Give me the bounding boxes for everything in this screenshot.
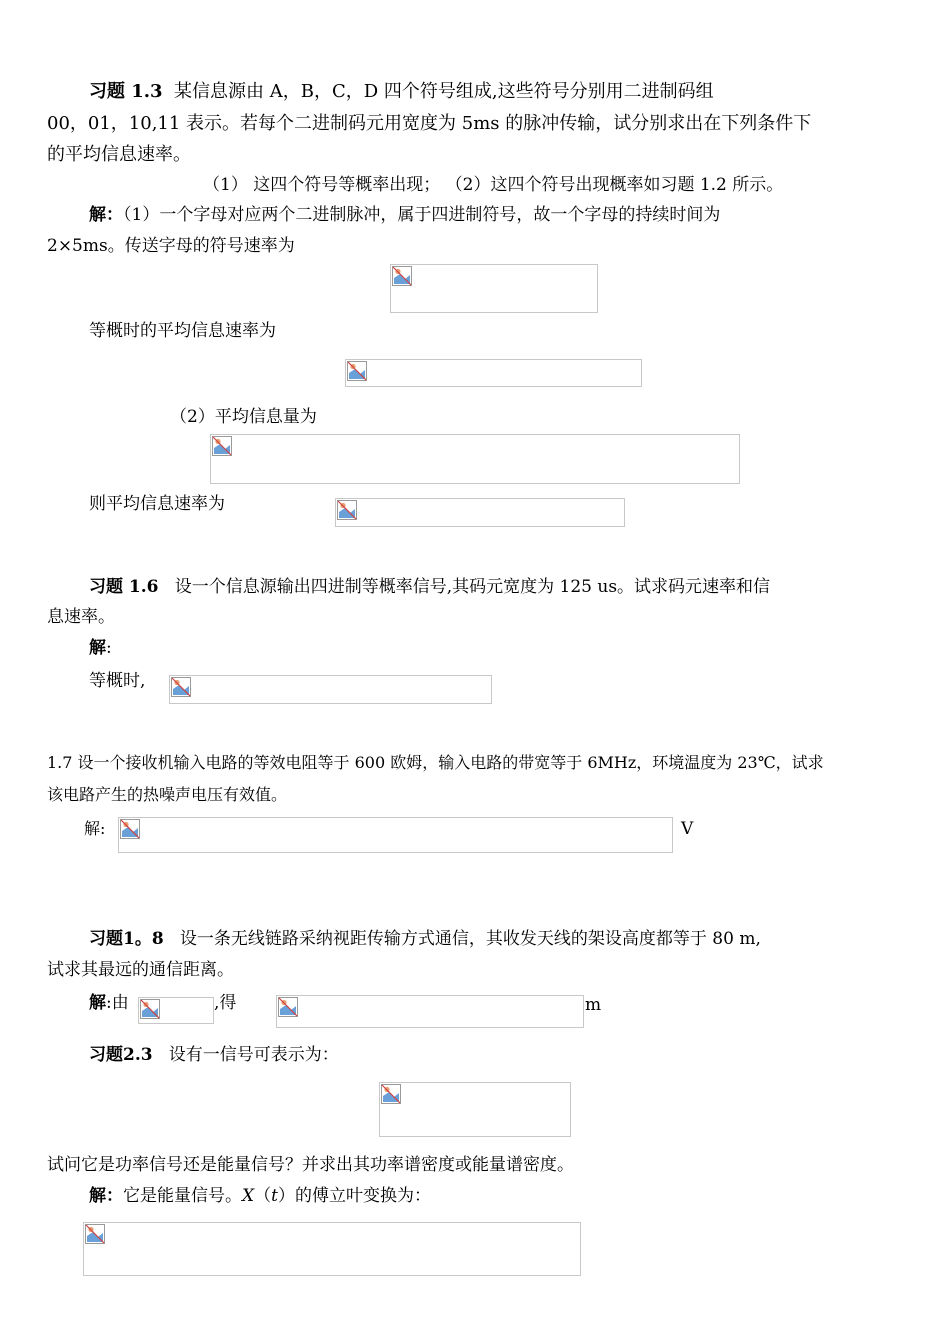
solution-label: 解: [89, 638, 106, 658]
solution-label: 解: [89, 993, 106, 1013]
get-text: ,得: [214, 993, 237, 1013]
solution-2-3-line1: [89, 1185, 431, 1207]
problem-text: 某信息源由 A，B，C，D 四个符号组成,这些符号分别用二进制码组: [174, 81, 714, 102]
problem-1-3-line3: 的平均信息速率。: [47, 144, 191, 165]
solution-text: （1）一个字母对应两个二进制脉冲，属于四进制符号，故一个字母的持续时间为: [123, 205, 721, 225]
formula-image-1-8-a: [138, 997, 214, 1024]
formula-image-avg-info: [210, 434, 740, 484]
problem-title: 习题2.3: [89, 1045, 153, 1065]
solution-label: 解：: [89, 1186, 123, 1206]
solution-text-tail: ）的傅立叶变换为：: [277, 1186, 431, 1206]
formula-image-avg-rate: [335, 498, 625, 527]
problem-1-7-line1: 1.7 设一个接收机输入电路的等效电阻等于 600 欧姆，输入电路的带宽等于 6MHz，环境温度为 23℃，试求: [47, 753, 824, 772]
broken-image-icon: [381, 1084, 401, 1104]
broken-image-icon: [140, 999, 160, 1019]
problem-text: 设有一信号可表示为：: [168, 1045, 339, 1065]
paren-open: （: [254, 1186, 272, 1206]
broken-image-icon: [212, 436, 232, 456]
solution-1-3-line2: 2×5ms。传送字母的符号速率为: [47, 236, 295, 256]
problem-2-3-line1: [89, 1044, 339, 1066]
broken-image-icon: [337, 500, 357, 520]
problem-1-8-line2: 试求其最远的通信距离。: [47, 960, 234, 980]
problem-1-6-line2: 息速率。: [47, 607, 115, 627]
problem-title: 习题1。8: [89, 929, 164, 949]
formula-image-equal-prob-rate: [345, 359, 642, 387]
variable-t: t: [271, 1186, 278, 1206]
colon: :: [106, 638, 112, 658]
problem-2-3-question: 试问它是功率信号还是能量信号？并求出其功率谱密度或能量谱密度。: [47, 1155, 574, 1175]
problem-title: 习题 1.3: [89, 81, 163, 102]
broken-image-icon: [278, 997, 298, 1017]
formula-image-fourier: [83, 1222, 581, 1276]
problem-title: 习题 1.6: [89, 577, 159, 597]
problem-1-6-line1: [89, 576, 770, 598]
solution-1-6-label: [89, 637, 112, 659]
broken-image-icon: [171, 677, 191, 697]
solution-1-7-label: 解:: [84, 819, 106, 838]
problem-1-3-conditions: （1） 这四个符号等概率出现； （2）这四个符号出现概率如习题 1.2 所示。: [203, 175, 784, 195]
broken-image-icon: [120, 819, 140, 839]
unit-meter: m: [585, 995, 602, 1015]
solution-label: 解：: [89, 205, 123, 225]
broken-image-icon: [392, 266, 412, 286]
unit-volt: V: [681, 819, 694, 839]
problem-1-3-line1: [89, 81, 714, 103]
equal-prob-rate-text: 等概时的平均信息速率为: [89, 321, 276, 341]
problem-1-7-line2: 该电路产生的热噪声电压有效值。: [47, 785, 288, 804]
part2-text: （2）平均信息量为: [170, 407, 317, 427]
broken-image-icon: [347, 361, 367, 381]
broken-image-icon: [85, 1224, 105, 1244]
problem-text: 设一个信息源输出四进制等概率信号,其码元宽度为 125 us。试求码元速率和信: [174, 577, 771, 597]
formula-image-symbol-rate: [390, 264, 598, 313]
problem-1-8-line1: [89, 928, 761, 950]
formula-image-1-8-b: [276, 995, 584, 1028]
solution-1-3-line1: [89, 204, 720, 226]
formula-image-1-6: [169, 675, 492, 704]
equal-prob-text: 等概时,: [89, 671, 146, 691]
solution-1-8-label: [89, 992, 129, 1014]
solution-text: :由: [106, 993, 129, 1013]
formula-image-1-7: [118, 817, 673, 853]
formula-image-signal: [379, 1082, 571, 1137]
then-rate-text: 则平均信息速率为: [89, 494, 225, 514]
solution-text: 它是能量信号。: [123, 1186, 242, 1206]
variable-x: X: [242, 1186, 255, 1206]
problem-text: 设一条无线链路采纳视距传输方式通信，其收发天线的架设高度都等于 80 m,: [179, 929, 761, 949]
problem-1-3-line2: 00，01，10,11 表示。若每个二进制码元用宽度为 5ms 的脉冲传输，试分别求出在下列条件下: [47, 113, 812, 134]
